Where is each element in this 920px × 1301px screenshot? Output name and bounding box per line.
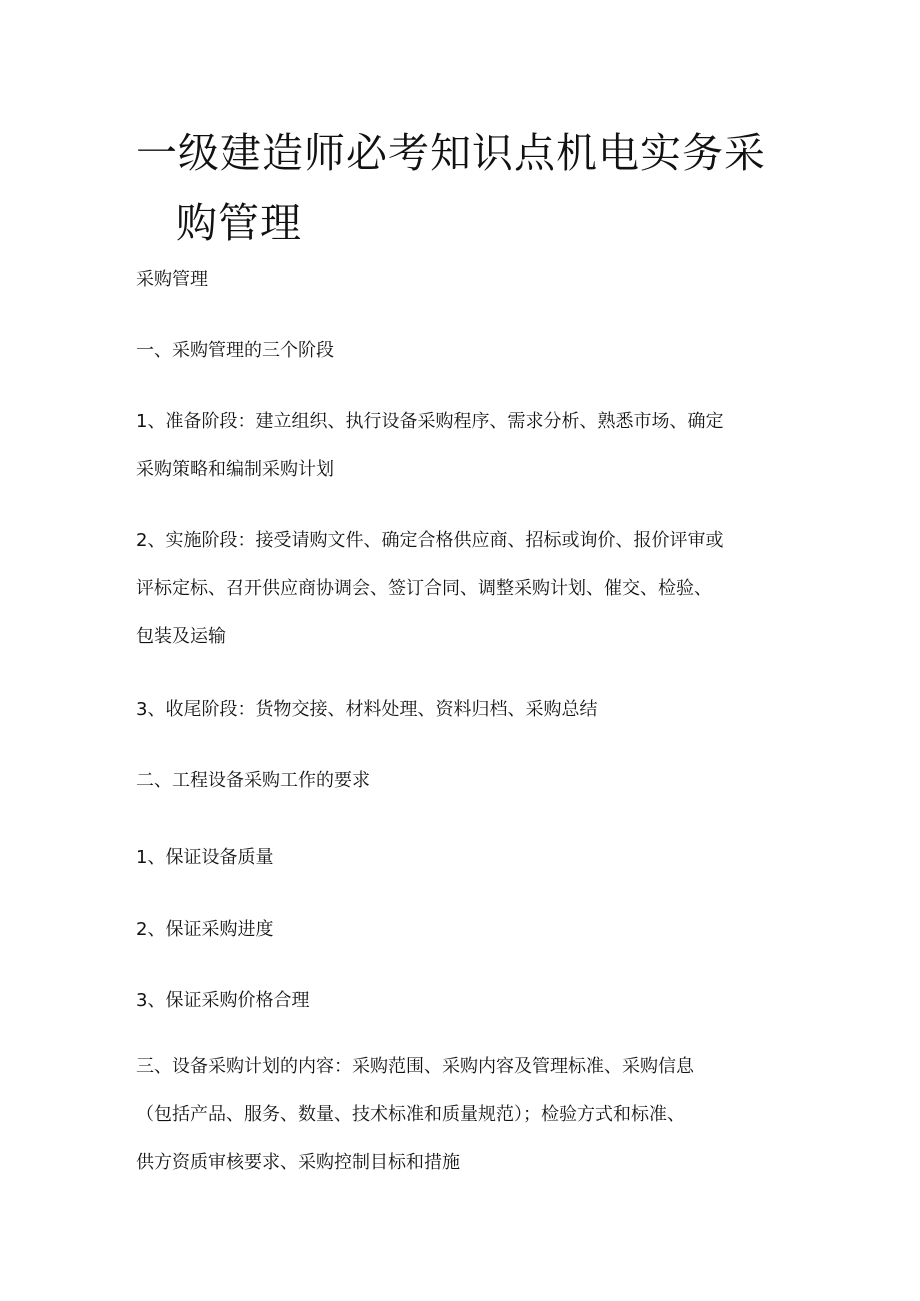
heading-equipment-requirements bbox=[136, 757, 796, 805]
text-line: 评标定标、召开供应商协调会、签订合同、调整采购计划、催交、检验、 bbox=[136, 578, 712, 599]
item-schedule bbox=[136, 906, 796, 954]
item-price bbox=[136, 977, 796, 1025]
paragraph-plan-contents bbox=[136, 1043, 796, 1187]
text-line: 包装及运输 bbox=[136, 626, 226, 647]
document-title bbox=[136, 118, 796, 258]
text-line: 3、保证采购价格合理 bbox=[136, 990, 310, 1011]
text-line: （包括产品、服务、数量、技术标准和质量规范）；检验方式和标准、 bbox=[136, 1104, 685, 1125]
paragraph-preparation-stage bbox=[136, 398, 796, 494]
title-line-2: 购管理 bbox=[176, 199, 302, 247]
paragraph-closing-stage bbox=[136, 686, 796, 734]
text-line: 一、采购管理的三个阶段 bbox=[136, 340, 334, 361]
item-quality bbox=[136, 834, 796, 882]
text-line: 采购策略和编制采购计划 bbox=[136, 459, 334, 480]
title-line-1: 一级建造师必考知识点机电实务采 bbox=[136, 129, 766, 177]
text-line: 1、保证设备质量 bbox=[136, 847, 274, 868]
heading-three-stages bbox=[136, 327, 796, 375]
text-line: 供方资质审核要求、采购控制目标和措施 bbox=[136, 1152, 460, 1173]
section-heading-procurement bbox=[136, 256, 796, 304]
text-line: 2、实施阶段：接受请购文件、确定合格供应商、招标或询价、报价评审或 bbox=[136, 530, 724, 551]
text-line: 三、设备采购计划的内容：采购范围、采购内容及管理标准、采购信息 bbox=[136, 1056, 694, 1077]
text-line: 1、准备阶段：建立组织、执行设备采购程序、需求分析、熟悉市场、确定 bbox=[136, 411, 724, 432]
text-line: 2、保证采购进度 bbox=[136, 919, 274, 940]
text-line: 采购管理 bbox=[136, 269, 208, 290]
paragraph-implementation-stage bbox=[136, 517, 796, 661]
text-line: 二、工程设备采购工作的要求 bbox=[136, 770, 370, 791]
text-line: 3、收尾阶段：货物交接、材料处理、资料归档、采购总结 bbox=[136, 699, 598, 720]
